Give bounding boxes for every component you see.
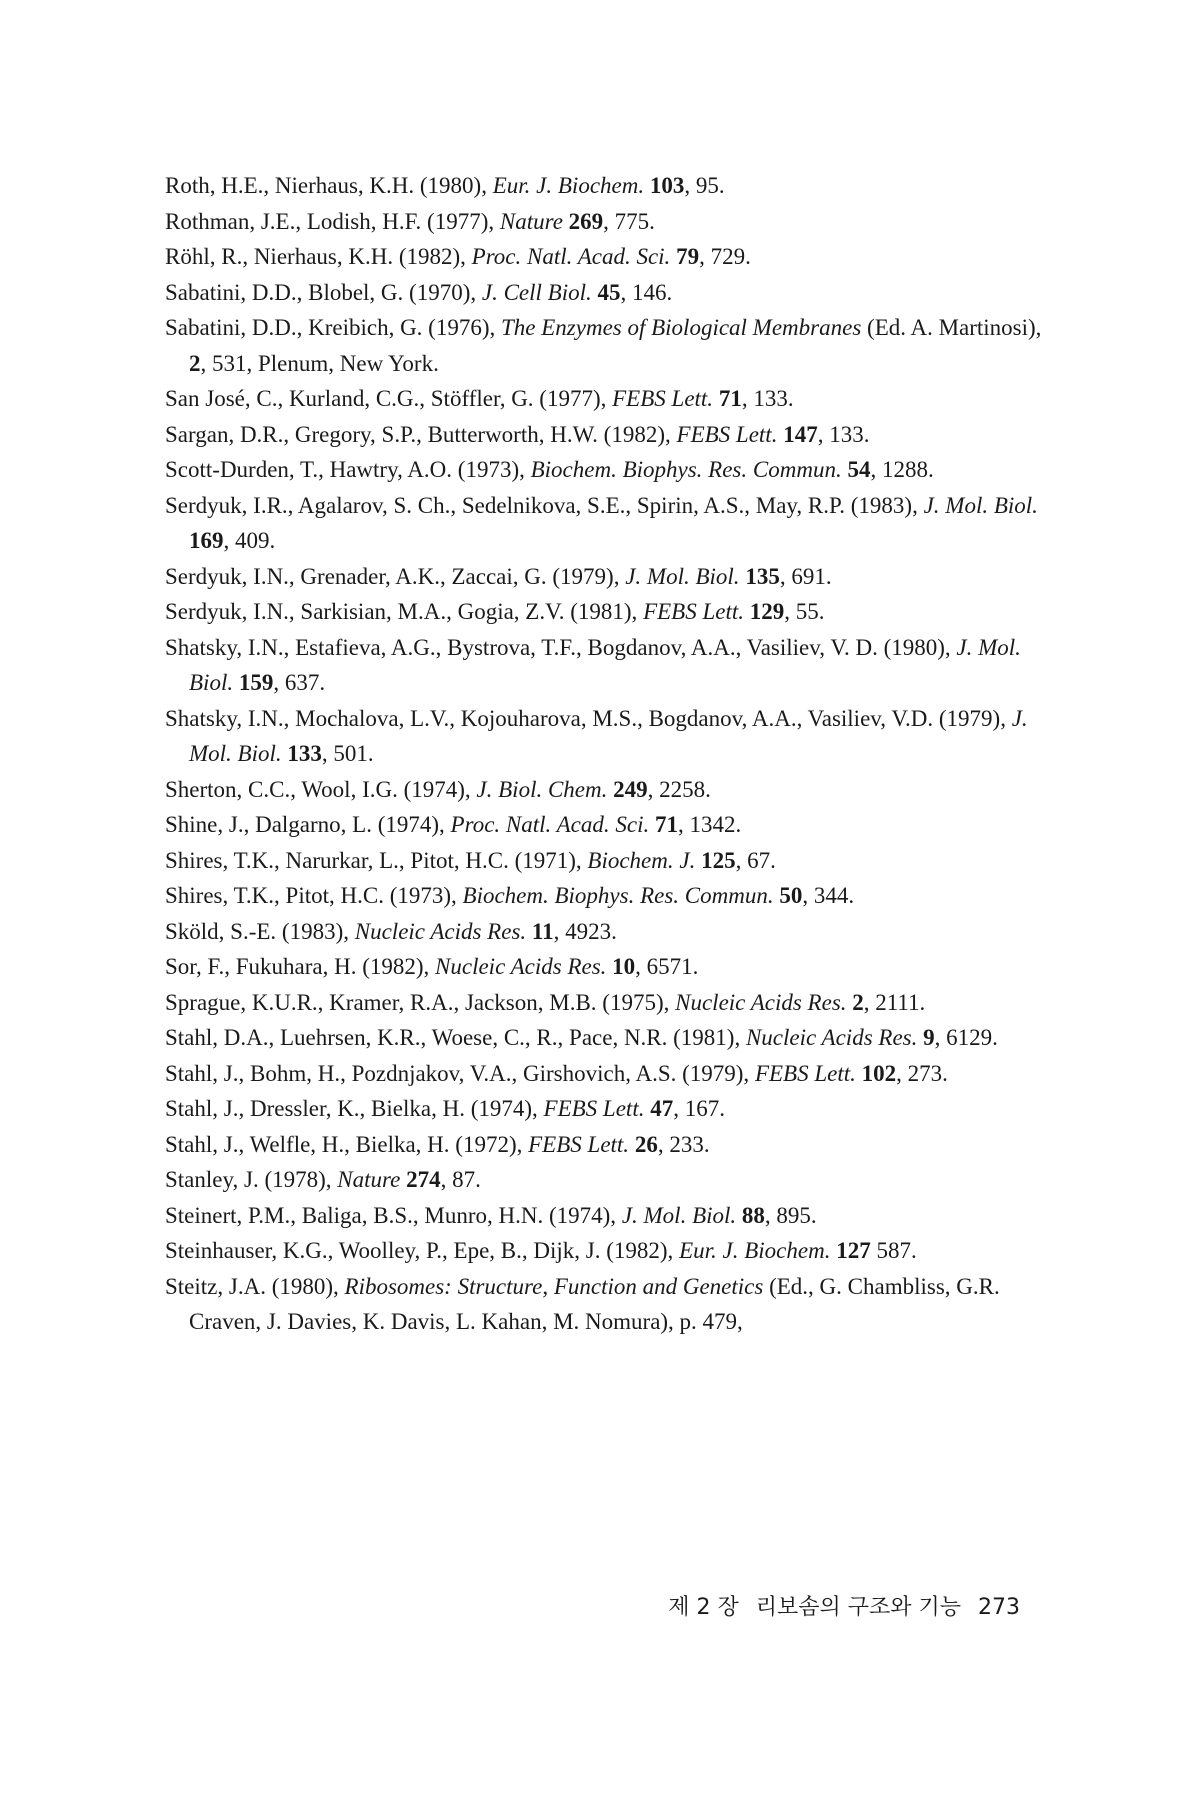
reference-source: Proc. Natl. Acad. Sci. — [471, 244, 671, 269]
reference-text: , 233. — [657, 1131, 710, 1157]
reference-text: , 409. — [223, 528, 276, 553]
reference-text: Steitz, J.A. (1980), — [165, 1273, 345, 1299]
reference-source: The Enzymes of Biological Membranes — [501, 315, 862, 340]
reference-source: Nucleic Acids Res. — [675, 989, 847, 1015]
reference-list — [165, 168, 1055, 1340]
footer-chapter: 제 2 장 — [668, 1595, 739, 1620]
reference-source: Nucleic Acids Res. — [354, 918, 527, 944]
reference-entry — [165, 310, 1055, 381]
reference-entry — [165, 417, 1055, 453]
reference-text: Serdyuk, I.R., Agalarov, S. Ch., Sedelnikova, S.E., Spirin, A.S., May, R.P. (1983), — [165, 492, 924, 518]
reference-entry — [165, 1162, 1055, 1198]
reference-source: Nucleic Acids Res. — [435, 954, 607, 979]
reference-text: Shires, T.K., Pitot, H.C. (1973), — [165, 883, 463, 908]
reference-text: Sprague, K.U.R., Kramer, R.A., Jackson, M.B. (1975), — [165, 989, 676, 1015]
reference-text: , 133. — [817, 421, 870, 447]
reference-volume: 169 — [189, 528, 224, 553]
reference-text: , 6571. — [635, 954, 699, 979]
reference-text: , 6129. — [934, 1025, 998, 1050]
reference-text: Stahl, D.A., Luehrsen, K.R., Woese, C., R., Pace, N.R. (1981), — [165, 1025, 746, 1050]
reference-text: , 1288. — [870, 457, 934, 482]
footer-chapter-title: 리보솜의 구조와 기능 — [755, 1595, 961, 1620]
reference-text: , 67. — [735, 847, 776, 873]
reference-source: J. Mol. Biol. — [625, 563, 740, 589]
reference-text: Scott-Durden, T., Hawtry, A.O. (1973), — [165, 457, 531, 482]
reference-text: Stahl, J., Dressler, K., Bielka, H. (1974), — [165, 1096, 544, 1121]
reference-text: , 501. — [321, 741, 374, 766]
reference-source: J. Cell Biol. — [481, 279, 592, 305]
reference-source: Proc. Natl. Acad. Sci. — [450, 812, 650, 837]
reference-volume: 2 — [189, 350, 201, 376]
reference-text: , 273. — [896, 1060, 948, 1086]
reference-entry — [165, 701, 1055, 772]
reference-volume: 249 — [607, 776, 648, 802]
reference-text: , 55. — [784, 599, 825, 624]
reference-volume: 45 — [591, 279, 621, 305]
reference-volume: 88 — [736, 1202, 765, 1228]
reference-volume: 71 — [713, 386, 742, 411]
reference-volume: 135 — [739, 563, 780, 589]
reference-entry — [165, 985, 1055, 1021]
reference-text: Steinert, P.M., Baliga, B.S., Munro, H.N. (1974), — [165, 1202, 622, 1228]
reference-volume: 50 — [773, 883, 803, 908]
reference-text: Serdyuk, I.N., Sarkisian, M.A., Gogia, Z.V. (1981), — [165, 599, 644, 624]
reference-entry — [165, 168, 1055, 204]
reference-text: , 133. — [741, 386, 794, 411]
reference-entry — [165, 204, 1055, 240]
reference-volume: 2 — [846, 989, 864, 1015]
reference-source: Eur. J. Biochem. — [492, 173, 645, 198]
reference-entry — [165, 594, 1055, 630]
reference-source: FEBS Lett. — [643, 599, 744, 624]
reference-source: Ribosomes: Structure, Function and Genetics — [344, 1273, 764, 1299]
reference-source: J. Mol. Biol. — [621, 1202, 737, 1228]
reference-volume: 102 — [855, 1060, 897, 1086]
reference-source: Nature — [499, 208, 563, 234]
reference-entry — [165, 949, 1055, 985]
reference-text: Sor, F., Fukuhara, H. (1982), — [165, 954, 436, 979]
reference-volume: 125 — [695, 847, 736, 873]
reference-entry — [165, 1091, 1055, 1127]
reference-text: Stahl, J., Bohm, H., Pozdnjakov, V.A., Girshovich, A.S. (1979), — [165, 1060, 755, 1086]
reference-text: Sabatini, D.D., Blobel, G. (1970), — [165, 279, 482, 305]
reference-entry — [165, 239, 1055, 275]
reference-volume: 274 — [400, 1167, 441, 1192]
reference-volume: 103 — [644, 173, 685, 198]
reference-entry — [165, 914, 1055, 950]
reference-text: Sherton, C.C., Wool, I.G. (1974), — [165, 776, 477, 802]
reference-text: San José, C., Kurland, C.G., Stöffler, G. (1977), — [165, 386, 613, 411]
reference-text: Sabatini, D.D., Kreibich, G. (1976), — [165, 315, 501, 340]
reference-entry — [165, 381, 1055, 417]
reference-volume: 71 — [649, 812, 678, 837]
reference-source: Eur. J. Biochem. — [679, 1238, 831, 1263]
reference-text: , 4923. — [553, 918, 617, 944]
reference-volume: 133 — [281, 741, 322, 766]
reference-entry — [165, 1269, 1055, 1340]
reference-text: (Ed. A. Martinosi), — [861, 315, 1042, 340]
reference-source: J. Mol. Biol. — [923, 492, 1038, 518]
reference-source: Biochem. Biophys. Res. Commun. — [462, 883, 774, 908]
reference-source: FEBS Lett. — [754, 1060, 856, 1086]
reference-entry — [165, 559, 1055, 595]
reference-entry — [165, 843, 1055, 879]
reference-text: Shine, J., Dalgarno, L. (1974), — [165, 812, 451, 837]
reference-text: Stahl, J., Welfle, H., Bielka, H. (1972), — [165, 1131, 529, 1157]
reference-text: , 95. — [684, 173, 725, 198]
reference-text: Roth, H.E., Nierhaus, K.H. (1980), — [165, 173, 493, 198]
reference-text: , 895. — [764, 1202, 817, 1228]
reference-entry — [165, 772, 1055, 808]
reference-volume: 11 — [526, 918, 554, 944]
reference-source: Nature — [337, 1167, 401, 1192]
reference-source: Nucleic Acids Res. — [745, 1025, 918, 1050]
reference-source: J. Mol. Biol. — [189, 634, 1021, 695]
reference-text: , 637. — [273, 670, 326, 695]
reference-text: (Ed., G. Chambliss, G.R. Craven, J. Davies, K. Davis, L. Kahan, M. Nomura), p. 479, — [189, 1273, 1000, 1334]
reference-text: , 531, Plenum, New York. — [200, 350, 439, 376]
reference-volume: 127 — [830, 1238, 871, 1263]
reference-text: Sargan, D.R., Gregory, S.P., Butterworth, H.W. (1982), — [165, 421, 677, 447]
reference-text: , 344. — [802, 883, 855, 908]
reference-text: Stanley, J. (1978), — [165, 1167, 338, 1192]
reference-volume: 79 — [670, 244, 700, 269]
reference-entry — [165, 807, 1055, 843]
reference-text: , 2258. — [647, 776, 711, 802]
reference-source: FEBS Lett. — [528, 1131, 630, 1157]
reference-entry — [165, 1127, 1055, 1163]
reference-source: J. Mol. Biol. — [189, 705, 1028, 766]
reference-text: Shires, T.K., Narurkar, L., Pitot, H.C. (1971), — [165, 847, 588, 873]
page-footer — [570, 1590, 1020, 1621]
reference-volume: 129 — [744, 599, 785, 624]
reference-entry — [165, 1020, 1055, 1056]
reference-volume: 47 — [644, 1096, 674, 1121]
reference-source: FEBS Lett. — [612, 386, 714, 411]
reference-text: Rothman, J.E., Lodish, H.F. (1977), — [165, 208, 500, 234]
reference-volume: 159 — [233, 670, 274, 695]
reference-volume: 10 — [606, 954, 636, 979]
reference-source: Biochem. Biophys. Res. Commun. — [530, 457, 842, 482]
reference-entry — [165, 630, 1055, 701]
reference-entry — [165, 1056, 1055, 1092]
reference-text: , 1342. — [677, 812, 742, 837]
reference-text: Röhl, R., Nierhaus, K.H. (1982), — [165, 244, 472, 269]
page-number: 273 — [978, 1595, 1020, 1620]
reference-text: , 87. — [440, 1167, 481, 1192]
reference-text: , 146. — [620, 279, 673, 305]
reference-source: FEBS Lett. — [676, 421, 778, 447]
reference-text: , 167. — [673, 1096, 725, 1121]
reference-text: Shatsky, I.N., Estafieva, A.G., Bystrova, T.F., Bogdanov, A.A., Vasiliev, V. D. (1980), — [165, 634, 957, 660]
reference-text: Sköld, S.-E. (1983), — [165, 918, 355, 944]
reference-source: Biochem. J. — [587, 847, 696, 873]
reference-entry — [165, 488, 1055, 559]
reference-entry — [165, 275, 1055, 311]
reference-text: 587. — [870, 1238, 917, 1263]
reference-entry — [165, 452, 1055, 488]
reference-text: , 2111. — [863, 989, 926, 1015]
reference-volume: 269 — [562, 208, 604, 234]
reference-text: , 775. — [603, 208, 655, 234]
reference-text: Serdyuk, I.N., Grenader, A.K., Zaccai, G. (1979), — [165, 563, 626, 589]
reference-source: J. Biol. Chem. — [476, 776, 608, 802]
reference-volume: 9 — [917, 1025, 935, 1050]
reference-entry — [165, 1198, 1055, 1234]
reference-volume: 26 — [629, 1131, 658, 1157]
reference-volume: 54 — [841, 457, 871, 482]
reference-volume: 147 — [777, 421, 818, 447]
reference-text: , 691. — [779, 563, 832, 589]
reference-text: , 729. — [699, 244, 751, 269]
reference-text: Shatsky, I.N., Mochalova, L.V., Kojouharova, M.S., Bogdanov, A.A., Vasiliev, V.D. (1979), — [165, 705, 1012, 731]
reference-entry — [165, 1233, 1055, 1269]
reference-text: Steinhauser, K.G., Woolley, P., Epe, B., Dijk, J. (1982), — [165, 1238, 680, 1263]
reference-entry — [165, 878, 1055, 914]
reference-source: FEBS Lett. — [543, 1096, 645, 1121]
